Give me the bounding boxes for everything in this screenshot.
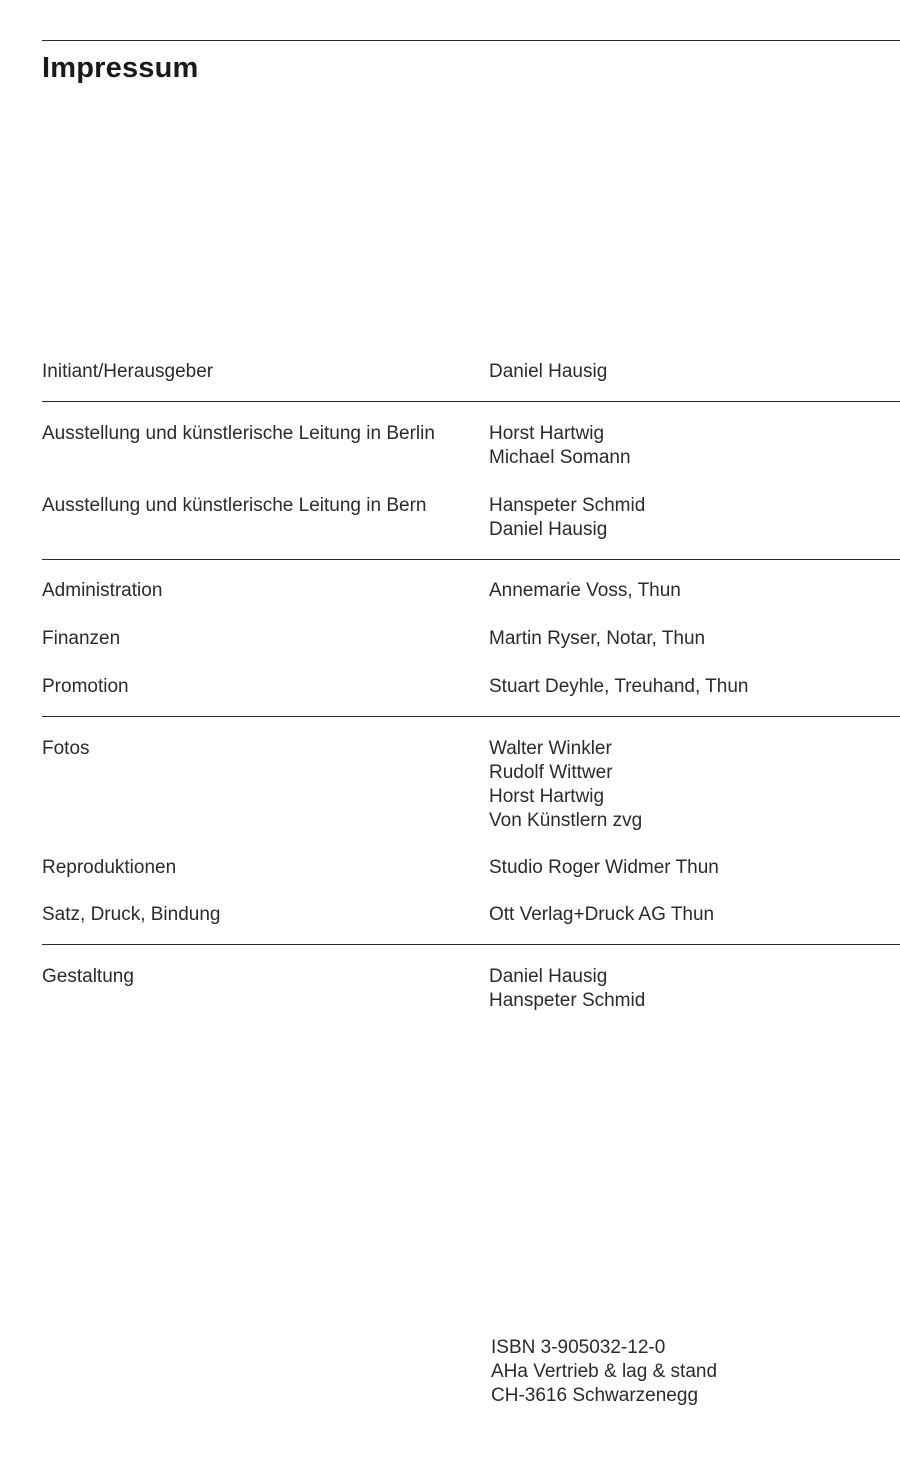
credit-name: Martin Ryser, Notar, Thun	[489, 628, 706, 649]
credit-name: Ott Verlag+Druck AG Thun	[489, 904, 715, 925]
fotos-names	[489, 737, 642, 833]
credit-name: Daniel Hausig	[489, 361, 608, 382]
credit-name: Daniel Hausig	[489, 966, 608, 987]
credit-name: Hanspeter Schmid	[489, 990, 646, 1011]
berlin-label: Ausstellung und künstlerische Leitung in Berlin	[42, 423, 435, 444]
gestaltung-names	[489, 965, 645, 1013]
credit-name: Daniel Hausig	[489, 519, 608, 540]
reproduktionen-names	[489, 856, 719, 880]
promotion-names	[489, 675, 748, 699]
credit-name: Von Künstlern zvg	[489, 810, 643, 831]
credit-name: Horst Hartwig	[489, 423, 605, 444]
initiant-label: Initiant/Herausgeber	[42, 361, 214, 382]
page-title: Impressum	[42, 52, 199, 84]
credit-name: Walter Winkler	[489, 738, 612, 759]
promotion-label: Promotion	[42, 676, 129, 697]
gestaltung-label: Gestaltung	[42, 966, 134, 987]
administration-label: Administration	[42, 580, 163, 601]
isbn-number: ISBN 3-905032-12-0	[491, 1337, 666, 1358]
section-divider	[42, 559, 900, 560]
credit-name: Hanspeter Schmid	[489, 495, 646, 516]
distributor-address: CH-3616 Schwarzenegg	[491, 1385, 699, 1406]
credit-name: Horst Hartwig	[489, 786, 605, 807]
credit-name: Studio Roger Widmer Thun	[489, 857, 719, 878]
finanzen-label: Finanzen	[42, 628, 121, 649]
finanzen-names	[489, 627, 705, 651]
administration-names	[489, 579, 681, 603]
top-divider	[42, 40, 900, 41]
bern-names	[489, 494, 645, 542]
initiant-names	[489, 360, 607, 384]
satz-label: Satz, Druck, Bindung	[42, 904, 221, 925]
section-divider	[42, 401, 900, 402]
section-divider	[42, 944, 900, 945]
credit-name: Annemarie Voss, Thun	[489, 580, 681, 601]
colophon-block	[491, 1336, 717, 1408]
reproduktionen-label: Reproduktionen	[42, 857, 177, 878]
berlin-names	[489, 422, 631, 470]
credit-name: Michael Somann	[489, 447, 631, 468]
fotos-label: Fotos	[42, 738, 90, 759]
section-divider	[42, 716, 900, 717]
credit-name: Rudolf Wittwer	[489, 762, 613, 783]
distributor-name: AHa Vertrieb & lag & stand	[491, 1361, 718, 1382]
satz-names	[489, 903, 714, 927]
credit-name: Stuart Deyhle, Treuhand, Thun	[489, 676, 749, 697]
bern-label: Ausstellung und künstlerische Leitung in Bern	[42, 495, 427, 516]
